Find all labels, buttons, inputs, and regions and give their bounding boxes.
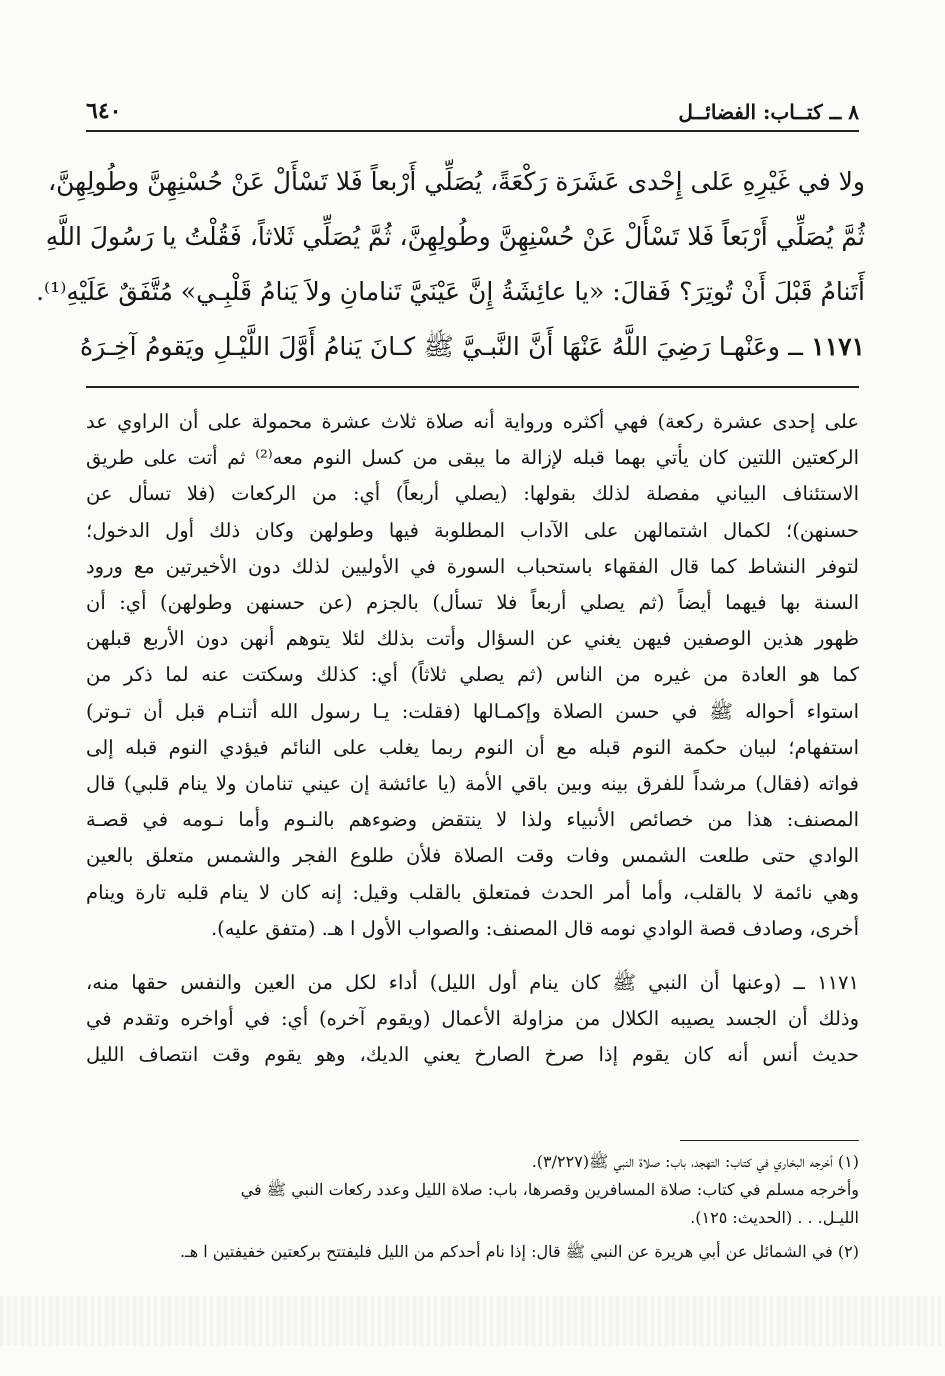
commentary-line: ظهور هذين الوصفين فيهن يغني عن السؤال وأتت بذلك لئلا يتوهم أنهن دون الأربع قبلهن [86, 627, 859, 651]
commentary-line: الاستئناف البياني مفصلة لذلك بقولها: (يصلي أربعاً) أي: من الركعات (فلا تسأل عن [86, 482, 859, 506]
scan-noise-band [0, 1296, 945, 1346]
commentary-line: وهي نائمة لا بالقلب، وأما أمر الحدث فمتعلق بالقلب وقيل: إنه كان لا ينام قلبه تارة وينام [86, 880, 859, 904]
hadith-1171-line [80, 319, 865, 374]
hadith-1171-text: ــ وعَنْهـا رَضِيَ اللَّهُ عَنْهَا أَنَّ النَّبـيَّ ﷺ كـانَ يَنامُ أَوَّلَ اللَّيْـلِ ويَقومُ آخِـرَهُ [80, 332, 803, 361]
commentary-line: حسنهن)؛ لكمال اشتمالهن على الآداب المطلوبة فيها وطولهن وكان ذلك أول الدخول؛ [86, 518, 859, 542]
commentary-line: المصنف: هذا من خصائص الأنبياء ولذا لا ينتقض وضوءهم بالنـوم وأما نـومه في قصـة [86, 808, 859, 832]
hadith-line: ثُمَّ يُصَلِّي أَرْبَعاً فَلا تَسْأَلْ عَنْ حُسْنِهِنَّ وطُولِهِنَّ، ثُمَّ يُصَلِّي ثَلاثاً، فَقُلْتُ يا رَسُولَ اللَّهِ [45, 222, 865, 251]
hadith-number: ١١٧١ [811, 332, 865, 361]
commentary-paragraph-1 [86, 404, 859, 947]
footnotes [86, 1148, 859, 1266]
footnote-1-line: (١) أخرجه البخاري في كتاب: التهجد، باب: صلاة النبي ﷺ(٣/٢٢٧). [531, 1152, 859, 1171]
commentary-line: ١١٧١ ــ (وعنها أن النبي ﷺ كان ينام أول الليل) أداء لكل من العين والنفس حقها منه، [86, 971, 859, 995]
hadith-text [36, 154, 865, 374]
book-title: ٨ ــ كتــاب: الفضائــل [678, 100, 859, 124]
commentary-line: الوادي حتى طلعت الشمس وفات وقت الصلاة فلأن طلوع الفجر والشمس متعلق بالعين [86, 844, 859, 868]
commentary-line: كما هو العادة من غيره من الناس (ثم يصلي ثلاثاً) أي: كذلك وسكتت عنه لما ذكر من [86, 663, 859, 687]
footnote-1-line: الليـل. . . (الحديث: ١٢٥). [690, 1208, 859, 1227]
commentary-line: لتوفر النشاط كما قال الفقهاء باستحباب السورة في الأوليين لذلك دون الأخيرتين مع ورود [86, 554, 859, 578]
commentary-line: استفهام؛ لبيان حكمة النوم قبله مع أن النوم ربما يغلب على النائم فيؤدي النوم قبله إلى [86, 735, 859, 759]
hadith-line: ولا في غَيْرِهِ عَلى إِحْدى عَشَرَة رَكْعَةً، يُصَلِّي أَرْبعاً فَلا تَسْأَلْ عَنْ حُسْنِهِنَّ وطُولِهِنَّ، [48, 167, 865, 196]
page-number: ٦٤٠ [86, 98, 122, 124]
commentary-line: استواء أحواله ﷺ في حسن الصلاة وإكمـالها (فقلت: يـا رسول الله أتنـام قبل أن تـوتر) [86, 699, 859, 723]
commentary-line: السنة بها فيهما أيضاً (ثم يصلي أربعاً فلا تسأل) بالجزم (عن حسنهن وطولهن) أي: أن [86, 591, 859, 615]
header-rule [86, 130, 859, 132]
commentary-line: فواته (فقال) مرشداً للفرق بينه وبين باقي الأمة (يا عائشة إن عيني تنامان ولا ينام قلبي) قال [86, 772, 859, 796]
footnote-rule [680, 1140, 859, 1141]
footnote-1-line: وأخرجه مسلم في كتاب: صلاة المسافرين وقصرها، باب: صلاة الليل وعدد ركعات النبي ﷺ في [240, 1180, 859, 1199]
commentary-line: وذلك أن الجسد يصيبه الكلال من مزاولة الأعمال (ويقوم آخره) أي: في أواخره وتقدم في [86, 1007, 859, 1031]
commentary-line: حديث أنس أنه كان يقوم إذا صرخ الصارخ يعني الديك، وهو يقوم وقت انتصاف الليل [86, 1043, 859, 1067]
commentary-paragraph-2 [86, 965, 859, 1074]
commentary-line: على إحدى عشرة ركعة) فهي أكثره ورواية أنه صلاة ثلاث عشرة محمولة على أن الراوي عد [86, 410, 859, 433]
page-header [86, 88, 859, 124]
hadith-line: أَتَنامُ قَبْلَ أَنْ تُوتِرَ؟ فَقالَ: «يا عائِشَةُ إِنَّ عَيْنَيَّ تَنامانِ ولاَ يَنامُ قَلْبِـي» مُتَّفَقٌ عَلَيْهِ⁽¹⁾. [36, 277, 865, 306]
commentary-line: أخرى، وصادف قصة الوادي نومه قال المصنف: والصواب الأول ا هـ. (متفق عليه). [210, 916, 859, 940]
commentary-line: الركعتين اللتين كان يأتي بهما قبله لإزالة ما يبقى من كسل النوم معه⁽²⁾ ثم أتت على طريق [86, 446, 859, 470]
separator-rule [86, 386, 859, 388]
commentary [86, 404, 859, 1074]
footnote-2: (٢) في الشمائل عن أبي هريرة عن النبي ﷺ قال: إذا نام أحدكم من الليل فليفتتح بركعتين خفيفتين ا هـ. [179, 1242, 859, 1261]
